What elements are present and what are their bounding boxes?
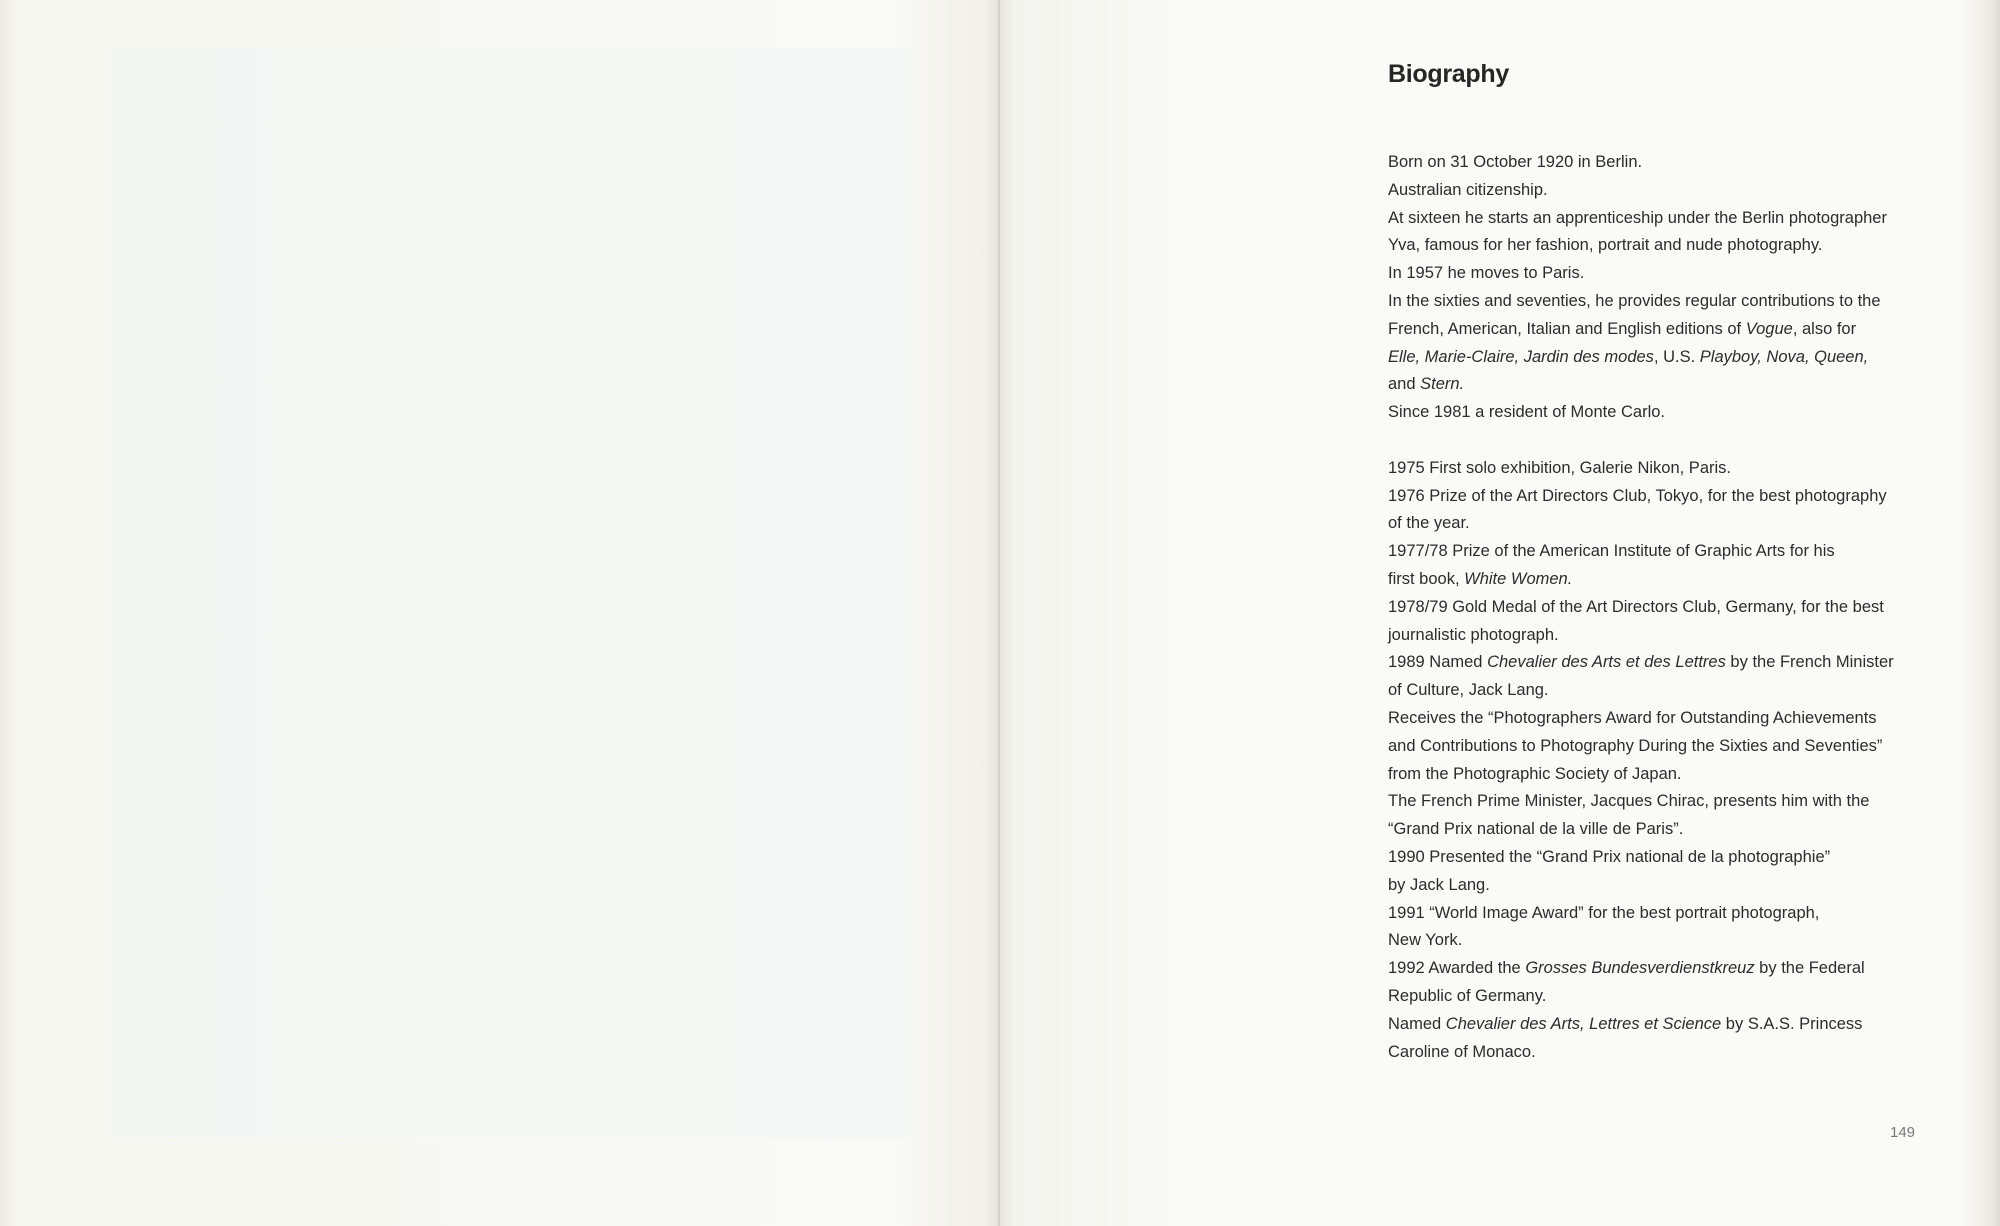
entry-text: by the Federal (1754, 959, 1865, 978)
entry-text: 1975 First solo exhibition, Galerie Nikon, Paris. (1388, 458, 1731, 477)
entry-first-line (1388, 487, 1887, 505)
entry-first-line (1388, 209, 1887, 227)
entry-text: Caroline of Monaco. (1388, 1042, 1536, 1061)
award-entry (1388, 483, 1948, 539)
entry-continuation-line (1388, 566, 1948, 594)
entry-text: Republic of Germany. (1388, 986, 1547, 1005)
entry-first-line (1388, 598, 1884, 616)
entry-text: and Contributions to Photography During the Sixties and Seventies” (1388, 736, 1883, 755)
biography-title: Biography (1388, 60, 1509, 88)
entry-text: Born on 31 October 1920 in Berlin. (1388, 153, 1643, 171)
award-entry (1388, 455, 1948, 483)
page-number: 149 (1890, 1124, 1916, 1141)
entry-continuation-line (1388, 371, 1948, 399)
life-entry (1388, 399, 1948, 427)
entry-continuation-line (1388, 344, 1948, 372)
entry-text: 1977/78 Prize of the American Institute of Graphic Arts for his (1388, 542, 1835, 561)
entry-first-line (1388, 459, 1731, 477)
entry-text: by S.A.S. Princess (1721, 1014, 1863, 1033)
award-entry (1388, 649, 1948, 844)
entry-text: Named (1388, 1014, 1446, 1033)
entry-continuation-line (1388, 705, 1948, 733)
entry-continuation-line (1388, 677, 1948, 705)
award-entry (1388, 538, 1948, 594)
entry-continuation-line (1388, 816, 1948, 844)
life-entry (1388, 260, 1948, 288)
entry-text: At sixteen he starts an apprenticeship under the Berlin photographer (1388, 208, 1887, 227)
show-through-area (112, 48, 912, 1138)
entry-text: In 1957 he moves to Paris. (1388, 264, 1585, 283)
entry-continuation-line (1388, 316, 1948, 344)
italic-text: White Women. (1464, 569, 1573, 588)
award-entry (1388, 1011, 1948, 1067)
entry-first-line (1388, 1015, 1862, 1033)
entry-text: Yva, famous for her fashion, portrait and nude photography. (1388, 236, 1823, 255)
entry-first-line (1388, 653, 1894, 671)
entry-text: of Culture, Jack Lang. (1388, 681, 1549, 700)
entry-continuation-line (1388, 872, 1948, 900)
life-entry (1388, 205, 1948, 261)
biography-section (1388, 60, 1928, 1061)
entry-first-line (1388, 403, 1665, 421)
italic-text: Playboy, Nova, Queen, (1699, 347, 1869, 366)
award-entry (1388, 955, 1948, 1011)
italic-text: Vogue (1745, 319, 1793, 338)
entry-text: Receives the “Photographers Award for Outstanding Achievements (1388, 708, 1877, 727)
entry-continuation-line (1388, 788, 1948, 816)
life-entry (1388, 149, 1948, 177)
entry-text: , U.S. (1653, 347, 1700, 366)
entry-continuation-line (1388, 622, 1948, 650)
entry-text: Since 1981 a resident of Monte Carlo. (1388, 403, 1665, 422)
award-entry (1388, 594, 1948, 650)
entry-first-line (1388, 153, 1642, 171)
section-gap (1388, 427, 1948, 455)
entry-continuation-line (1388, 983, 1948, 1011)
italic-text: Grosses Bundesverdienstkreuz (1525, 959, 1755, 978)
life-entry (1388, 177, 1948, 205)
entry-text: 1978/79 Gold Medal of the Art Directors Club, Germany, for the best (1388, 597, 1884, 616)
entry-text: first book, (1388, 569, 1465, 588)
entry-continuation-line (1388, 510, 1948, 538)
entry-text: , also for (1792, 319, 1857, 338)
entry-first-line (1388, 848, 1830, 866)
entry-first-line (1388, 292, 1881, 310)
entry-text: The French Prime Minister, Jacques Chirac, presents him with the (1388, 792, 1870, 811)
award-entry (1388, 844, 1948, 900)
award-entry (1388, 900, 1948, 956)
entry-first-line (1388, 264, 1584, 282)
italic-text: Chevalier des Arts et des Lettres (1487, 653, 1726, 672)
entry-text: by Jack Lang. (1388, 875, 1490, 894)
entry-text: journalistic photograph. (1388, 625, 1559, 644)
italic-text: Chevalier des Arts, Lettres et Science (1445, 1014, 1722, 1033)
entry-first-line (1388, 542, 1835, 560)
entry-text: 1991 “World Image Award” for the best portrait photograph, (1388, 903, 1820, 922)
entry-text: Australian citizenship. (1388, 180, 1548, 199)
entry-continuation-line (1388, 761, 1948, 789)
entry-text: New York. (1388, 931, 1463, 950)
entry-text: “Grand Prix national de la ville de Paris”. (1388, 820, 1684, 839)
entry-continuation-line (1388, 927, 1948, 955)
entry-text: of the year. (1388, 514, 1470, 533)
entry-continuation-line (1388, 733, 1948, 761)
entry-text: In the sixties and seventies, he provides regular contributions to the (1388, 291, 1881, 310)
italic-text: Stern. (1420, 375, 1465, 394)
entry-text: French, American, Italian and English editions of (1388, 319, 1746, 338)
entry-continuation-line (1388, 1039, 1948, 1067)
entry-text: from the Photographic Society of Japan. (1388, 764, 1682, 783)
entry-first-line (1388, 959, 1865, 977)
italic-text: Elle, Marie-Claire, Jardin des modes (1388, 347, 1654, 366)
entry-continuation-line (1388, 232, 1948, 260)
entry-text: 1992 Awarded the (1388, 959, 1526, 978)
entry-text: 1976 Prize of the Art Directors Club, Tokyo, for the best photography (1388, 486, 1887, 505)
entry-text: and (1388, 375, 1421, 394)
biography-entries (1388, 149, 1948, 1066)
entry-first-line (1388, 181, 1548, 199)
entry-first-line (1388, 904, 1819, 922)
entry-text: 1990 Presented the “Grand Prix national de la photographie” (1388, 847, 1831, 866)
entry-text: 1989 Named (1388, 653, 1488, 672)
entry-text: by the French Minister (1725, 653, 1894, 672)
life-entry (1388, 288, 1948, 399)
